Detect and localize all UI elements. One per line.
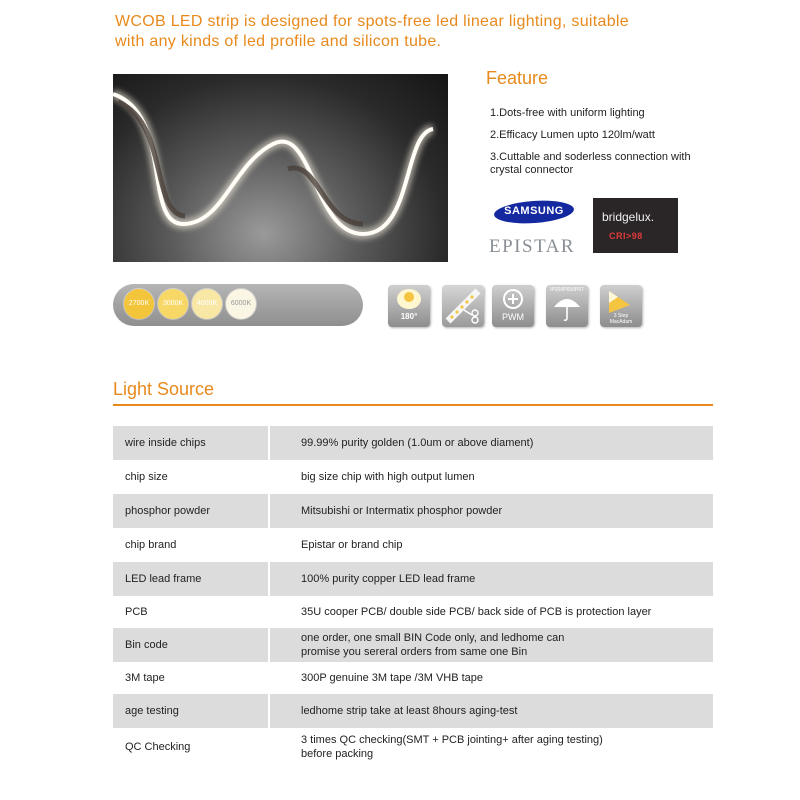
spec-value: Epistar or brand chip [301, 539, 403, 551]
cct-option-2700k: 2700K [124, 289, 154, 319]
spec-value: Mitsubishi or Intermatix phosphor powder [301, 505, 503, 517]
table-row [113, 628, 713, 662]
light-source-table [113, 426, 713, 766]
ip-rating-label: IP20/IP65/IP67 [550, 287, 584, 293]
cct-option-3000k: 3000K [158, 289, 188, 319]
spec-value: 3 times QC checking(SMT + PCB jointing+ after aging testing) before packing [301, 734, 603, 760]
spec-value: 300P genuine 3M tape /3M VHB tape [301, 672, 484, 684]
macadam-light-icon [600, 285, 642, 327]
spec-value: 100% purity copper LED lead frame [301, 573, 476, 585]
bridgelux-logo-text: bridgelux. [602, 210, 655, 224]
table-row [113, 596, 713, 628]
table-row [113, 426, 713, 460]
feature-list [490, 107, 720, 186]
spec-label: chip size [125, 471, 168, 483]
cct-option-6000k: 6000K [226, 289, 256, 319]
table-row [113, 694, 713, 728]
spec-label: LED lead frame [125, 573, 202, 585]
spec-label: Bin code [125, 639, 168, 651]
table-row [113, 728, 713, 766]
section-divider [113, 404, 713, 406]
intro-line-1: WCOB LED strip is designed for spots-free led linear lighting, suitable [115, 13, 629, 30]
spec-label: 3M tape [125, 672, 165, 684]
beam-angle-label: 180° [400, 312, 418, 321]
spec-label: chip brand [125, 539, 177, 551]
pwm-dimmable-icon [492, 285, 534, 327]
pwm-label: PWM [502, 312, 524, 322]
macadam-label: 3 Step MacAdam [609, 313, 633, 325]
feature-item: 3.Cuttable and soderless connection with crystal connector [490, 151, 691, 176]
intro-line-2: with any kinds of led profile and silicon tube. [115, 33, 442, 50]
bridgelux-logo [593, 198, 678, 253]
table-row [113, 460, 713, 494]
light-source-title: Light Source [113, 379, 215, 399]
cri-label: CRI>98 [609, 231, 643, 241]
spec-value: one order, one small BIN Code only, and ledhome can promise you sereral orders from same one Bin [301, 632, 565, 658]
epistar-logo: EPISTAR [489, 236, 576, 257]
spec-label: QC Checking [125, 741, 191, 753]
table-row [113, 562, 713, 596]
feature-item: 2.Efficacy Lumen upto 120lm/watt [490, 129, 655, 141]
beam-angle-icon [388, 285, 430, 327]
table-row [113, 494, 713, 528]
spec-label: PCB [125, 606, 148, 618]
feature-item: 1.Dots-free with uniform lighting [490, 107, 645, 119]
spec-label: phosphor powder [125, 505, 211, 517]
spec-value: ledhome strip take at least 8hours aging-test [301, 705, 518, 717]
cuttable-scissors-icon [442, 285, 484, 327]
intro-text [115, 12, 675, 52]
spec-value: 35U cooper PCB/ double side PCB/ back side of PCB is protection layer [301, 606, 652, 618]
spec-value: big size chip with high output lumen [301, 471, 475, 483]
spec-label: wire inside chips [125, 437, 206, 449]
waterproof-umbrella-icon [546, 285, 588, 327]
samsung-logo [494, 201, 574, 223]
table-row [113, 528, 713, 562]
spec-value: 99.99% purity golden (1.0um or above diament) [301, 437, 534, 449]
samsung-logo-text: SAMSUNG [504, 205, 564, 217]
led-strip-photo [113, 74, 448, 262]
feature-title: Feature [486, 68, 549, 88]
table-row [113, 662, 713, 694]
spec-label: age testing [125, 705, 179, 717]
cct-option-4000k: 4000K [192, 289, 222, 319]
